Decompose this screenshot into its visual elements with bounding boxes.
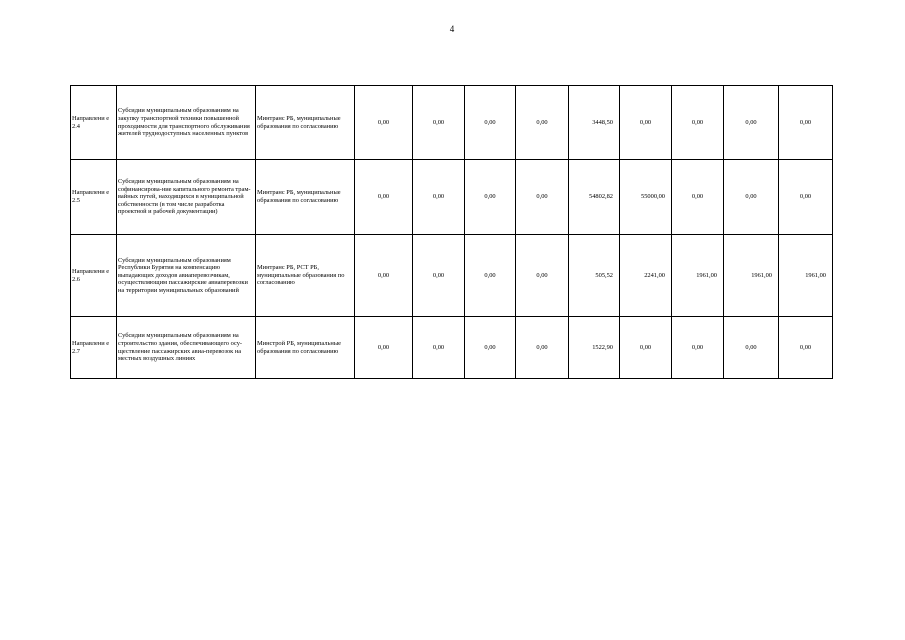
value-cell: 0,00	[413, 160, 465, 235]
value-cell: 505,52	[569, 235, 620, 317]
value-cell: 0,00	[355, 160, 413, 235]
direction-description: Субсидии муниципальным образованиям на софинансирова-ние капитального ремонта трам-вайных путей, находящихся в муниципальной собственности (в том числе разработка проектной и рабочей документации)	[117, 160, 256, 235]
value-cell: 1961,00	[672, 235, 724, 317]
value-cell: 0,00	[355, 317, 413, 379]
value-cell: 0,00	[620, 86, 672, 160]
direction-code: Направлени е 2.5	[71, 160, 117, 235]
value-cell: 0,00	[724, 160, 779, 235]
value-cell: 3448,50	[569, 86, 620, 160]
value-cell: 0,00	[516, 160, 569, 235]
value-cell: 0,00	[779, 317, 833, 379]
direction-description: Субсидии муниципальным образованиям Республики Бурятия на компенсацию выпадающих доходов авиаперевозчикам, осуществляющим пассажирские авиаперевозки на территории муниципальных образований	[117, 235, 256, 317]
value-cell: 2241,00	[620, 235, 672, 317]
direction-executor: Минтранс РБ, муниципальные образования по согласованию	[256, 86, 355, 160]
direction-code: Направлени е 2.7	[71, 317, 117, 379]
value-cell: 0,00	[355, 235, 413, 317]
direction-executor: Минстрой РБ, муниципальные образования по согласованию	[256, 317, 355, 379]
direction-description: Субсидии муниципальным образованиям на строительство здания, обеспечивающего осу-ществление пассажирских авиа-перевозок на местных воздушных линиях	[117, 317, 256, 379]
value-cell: 0,00	[465, 317, 516, 379]
page-number: 4	[449, 24, 455, 34]
direction-executor: Минтранс РБ, муниципальные образования по согласованию	[256, 160, 355, 235]
value-cell: 0,00	[516, 317, 569, 379]
value-cell: 0,00	[672, 86, 724, 160]
value-cell: 55000,00	[620, 160, 672, 235]
value-cell: 0,00	[465, 160, 516, 235]
table-row	[71, 86, 833, 160]
direction-executor: Минтранс РБ, РСТ РБ, муниципальные образования по согласованию	[256, 235, 355, 317]
value-cell: 0,00	[724, 86, 779, 160]
table-row	[71, 160, 833, 235]
value-cell: 0,00	[355, 86, 413, 160]
value-cell: 0,00	[672, 317, 724, 379]
value-cell: 0,00	[516, 86, 569, 160]
value-cell: 1961,00	[779, 235, 833, 317]
value-cell: 0,00	[413, 235, 465, 317]
value-cell: 0,00	[516, 235, 569, 317]
value-cell: 0,00	[413, 317, 465, 379]
value-cell: 1522,90	[569, 317, 620, 379]
value-cell: 1961,00	[724, 235, 779, 317]
direction-code: Направлени е 2.4	[71, 86, 117, 160]
value-cell: 0,00	[672, 160, 724, 235]
value-cell: 0,00	[413, 86, 465, 160]
value-cell: 0,00	[465, 235, 516, 317]
direction-code: Направлени е 2.6	[71, 235, 117, 317]
value-cell: 0,00	[620, 317, 672, 379]
value-cell: 0,00	[779, 86, 833, 160]
table-row	[71, 235, 833, 317]
value-cell: 0,00	[724, 317, 779, 379]
value-cell: 0,00	[779, 160, 833, 235]
value-cell: 0,00	[465, 86, 516, 160]
table-row	[71, 317, 833, 379]
value-cell: 54802,82	[569, 160, 620, 235]
direction-description: Субсидии муниципальным образованиям на закупку транспортной техники повышенной проходимости для транспортного обслуживания жителей труднодоступных населенных пунктов	[117, 86, 256, 160]
budget-table	[70, 85, 833, 379]
